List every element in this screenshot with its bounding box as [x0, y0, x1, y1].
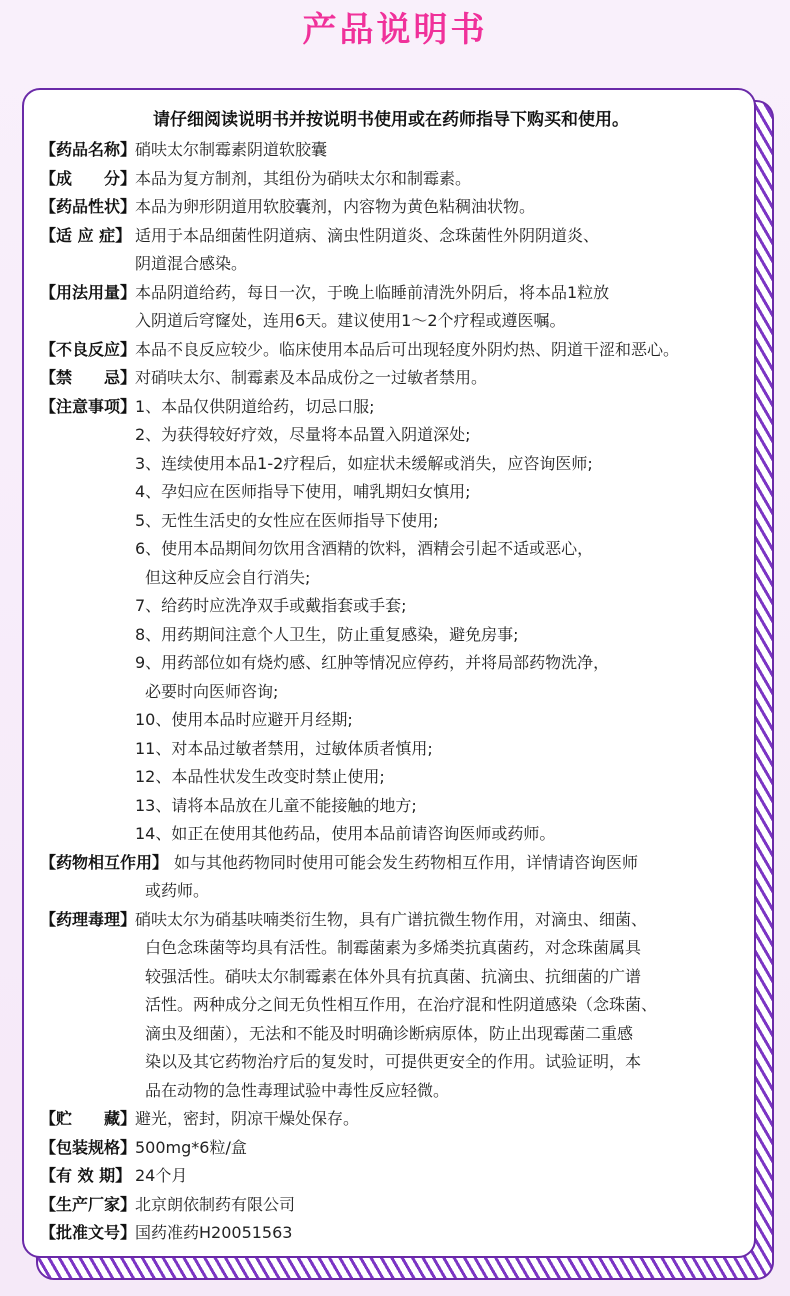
interaction-line: 如与其他药物同时使用可能会发生药物相互作用，详情请咨询医师	[174, 852, 639, 872]
package-label: 【包装规格】	[40, 1137, 137, 1157]
precaution-item: 5、无性生活史的女性应在医师指导下使用;	[135, 510, 439, 530]
section-interaction	[40, 849, 638, 878]
validity-label: 【有 效 期】	[40, 1166, 132, 1185]
contra-text: 对硝呋太尔、制霉素及本品成份之一过敏者禁用。	[135, 368, 488, 387]
precaution-item: 14、如正在使用其他药品，使用本品前请咨询医师或药师。	[135, 824, 556, 843]
precaution-item: 2、为获得较好疗效，尽量将本品置入阴道深处;	[135, 425, 471, 444]
pharmacology-label: 【药理毒理】	[40, 909, 137, 929]
precaution-item: 1、本品仅供阴道给药，切忌口服;	[135, 396, 375, 416]
page-title: 产品说明书	[302, 10, 488, 50]
name-label: 【药品名称】	[40, 140, 137, 159]
precaution-item: 9、用药部位如有烧灼感、红肿等情况应停药，并将局部药物洗净，	[135, 653, 610, 672]
interaction-line: 或药师。	[145, 881, 210, 900]
pharmacology-line: 品在动物的急性毒理试验中毒性反应轻微。	[145, 1080, 450, 1100]
section-pharmacology	[40, 906, 647, 935]
composition-text: 本品为复方制剂，其组份为硝呋太尔和制霉素。	[135, 168, 472, 188]
section-character	[40, 193, 535, 222]
precautions-label: 【注意事项】	[40, 396, 137, 416]
pharmacology-line: 较强活性。硝呋太尔制霉素在体外具有抗真菌、抗滴虫、抗细菌的广谱	[145, 966, 642, 986]
precaution-item-continued: 但这种反应会自行消失;	[145, 567, 311, 587]
usage-line: 入阴道后穹窿处，连用6天。建议使用1～2个疗程或遵医嘱。	[135, 311, 566, 330]
usage-line: 本品阴道给药，每日一次，于晚上临睡前清洗外阴后，将本品1粒放	[135, 282, 610, 302]
interaction-label: 【药物相互作用】	[40, 852, 169, 872]
character-text: 本品为卵形阴道用软胶囊剂，内容物为黄色粘稠油状物。	[135, 197, 536, 216]
package-text: 500mg*6粒/盒	[135, 1137, 247, 1157]
section-contraindication	[40, 364, 487, 393]
section-validity	[40, 1162, 187, 1191]
section-adverse	[40, 336, 679, 365]
precaution-item: 6、使用本品期间勿饮用含酒精的饮料，酒精会引起不适或恶心，	[135, 539, 594, 558]
pharmacology-line: 硝呋太尔为硝基呋喃类衍生物，具有广谱抗微生物作用，对滴虫、细菌、	[135, 909, 648, 929]
section-usage	[40, 279, 609, 308]
adverse-text: 本品不良反应较少。临床使用本品后可出现轻度外阴灼热、阴道干涩和恶心。	[135, 339, 680, 359]
pharmacology-line: 滴虫及细菌），无法和不能及时明确诊断病原体，防止出现霉菌二重感	[145, 1023, 634, 1043]
section-maker	[40, 1191, 295, 1220]
precaution-item: 4、孕妇应在医师指导下使用，哺乳期妇女慎用;	[135, 482, 471, 501]
indication-line: 适用于本品细菌性阴道病、滴虫性阴道炎、念珠菌性外阴阴道炎、	[135, 225, 600, 245]
character-label: 【药品性状】	[40, 197, 137, 216]
indication-label: 【适 应 症】	[40, 225, 132, 245]
adverse-label: 【不良反应】	[40, 339, 137, 359]
section-storage	[40, 1105, 359, 1134]
pharmacology-line: 白色念珠菌等均具有活性。制霉菌素为多烯类抗真菌药，对念珠菌属具	[145, 938, 642, 957]
section-composition	[40, 165, 471, 194]
section-package	[40, 1134, 247, 1163]
name-text: 硝呋太尔制霉素阴道软胶囊	[135, 140, 328, 159]
approval-label: 【批准文号】	[40, 1223, 137, 1242]
pharmacology-line: 活性。两种成分之间无负性相互作用，在治疗混和性阴道感染（念珠菌、	[145, 995, 658, 1014]
section-name	[40, 136, 327, 165]
pharmacology-line: 染以及其它药物治疗后的复发时，可提供更安全的作用。试验证明，本	[145, 1052, 642, 1071]
storage-label: 【贮 藏】	[40, 1109, 137, 1128]
composition-label: 【成 分】	[40, 168, 137, 188]
precaution-item: 10、使用本品时应避开月经期;	[135, 710, 353, 729]
maker-text: 北京朗依制药有限公司	[135, 1194, 296, 1214]
validity-text: 24个月	[135, 1166, 188, 1185]
precaution-item: 13、请将本品放在儿童不能接触的地方;	[135, 795, 417, 815]
notice-heading: 请仔细阅读说明书并按说明书使用或在药师指导下购买和使用。	[153, 110, 629, 130]
section-indication	[40, 222, 599, 251]
storage-text: 避光，密封，阴凉干燥处保存。	[135, 1109, 360, 1128]
precaution-item: 3、连续使用本品1-2疗程后，如症状未缓解或消失，应咨询医师;	[135, 453, 593, 473]
indication-line: 阴道混合感染。	[135, 254, 248, 273]
precaution-item: 7、给药时应洗净双手或戴指套或手套;	[135, 596, 407, 615]
section-precautions	[40, 393, 375, 422]
contra-label: 【禁 忌】	[40, 368, 137, 387]
section-approval	[40, 1219, 292, 1248]
precaution-item: 8、用药期间注意个人卫生，防止重复感染，避免房事;	[135, 624, 519, 644]
approval-text: 国药准药H20051563	[135, 1223, 293, 1242]
maker-label: 【生产厂家】	[40, 1194, 137, 1214]
precaution-item: 12、本品性状发生改变时禁止使用;	[135, 767, 385, 786]
instruction-card	[22, 88, 756, 1258]
usage-label: 【用法用量】	[40, 282, 137, 302]
precaution-item-continued: 必要时向医师咨询;	[145, 681, 279, 701]
precaution-item: 11、对本品过敏者禁用，过敏体质者慎用;	[135, 738, 433, 758]
